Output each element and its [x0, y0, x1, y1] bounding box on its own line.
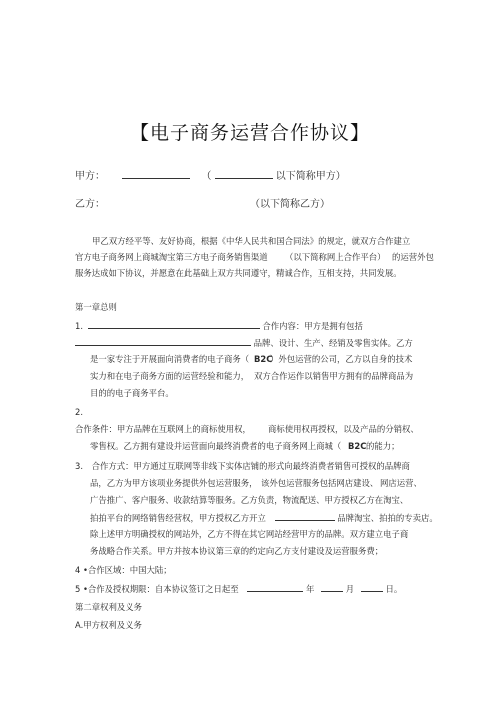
- intro-line-2b: （以下简称网上合作平台）: [285, 252, 386, 262]
- item-3-text-2c: 网店运营、: [380, 478, 422, 488]
- item-5-year: 年: [306, 584, 315, 594]
- item-1-number: 1.: [75, 321, 83, 331]
- item-3-text-6: 务战略合作关系。甲方并按本协议第三章的约定向乙方支付建设及运营服务费；: [90, 546, 384, 556]
- item-4-text: 4 •合作区域：中国大陆；: [75, 565, 172, 575]
- section-a-heading: A.甲方权利及义务: [75, 620, 142, 630]
- intro-line-1: 甲乙双方经平等、友好协商，根据《中华人民共和国合同法》的规定，就双方合作建立: [92, 236, 411, 246]
- party-a-label: 甲方：: [75, 171, 105, 182]
- item-5-month-blank: [321, 583, 343, 592]
- party-a-open-paren: （: [201, 171, 212, 182]
- item-5-text: 5 •合作及授权期限：自本协议签订之日起至: [75, 584, 239, 594]
- item-3-text-2a: 品，乙方为甲方该项业务提供外包运营服务，: [90, 478, 258, 488]
- intro-line-2a: 官方电子商务网上商城淘宝第三方电子商务销售渠道: [75, 252, 268, 262]
- party-b-label: 乙方：: [75, 199, 105, 210]
- item-2-text-2c: 的能力；: [366, 441, 400, 451]
- item-5-line: [75, 583, 402, 595]
- party-a-line: [75, 170, 346, 182]
- item-2-number: 2.: [75, 407, 83, 417]
- item-3-text-3: 广告推广、客户服务、收款结算等服务。乙方负责，物流配送、甲方授权乙方在淘宝、: [90, 495, 409, 505]
- item-2-text-1a: 合作条件：甲方品牌在互联网上的商标使用权，: [75, 424, 251, 434]
- chapter-2-heading: 第二章权利及义务: [75, 602, 142, 612]
- party-a-short-blank: [215, 170, 273, 179]
- item-1-text-4b: 双方合作运作以销售甲方拥有的品牌商品为: [254, 371, 414, 381]
- item-2-text-2a: 零售权。乙方拥有建设并运营面向最终消费者的电子商务网上商城（: [90, 441, 342, 451]
- intro-line-2c: 的运营外包: [392, 252, 434, 262]
- item-5-year-blank: [247, 583, 303, 592]
- item-3-text-4b: 品牌淘宝、拍拍的专卖店。: [337, 513, 438, 523]
- item-1-text-4a: 实力和在电子商务方面的运营经验和能力，: [90, 371, 250, 381]
- chapter-1-heading: 第一章总则: [75, 302, 117, 312]
- document-title: 【电子商务运营合作协议】: [129, 122, 370, 144]
- item-3-text-1: 合作方式：甲方通过互联网等非线下实体店铺的形式向最终消费者销售可授权的品牌商: [91, 461, 410, 471]
- item-1-text-3c: ）外包运营的公司，乙方以自身的技术: [270, 354, 413, 364]
- party-b-close: （以下简称乙方）: [250, 199, 330, 210]
- item-1-text-1: 合作内容：甲方是拥有包括: [262, 321, 363, 331]
- item-1-blank-2: [75, 337, 251, 346]
- item-2-text-2b: B2C: [348, 441, 367, 451]
- item-1-text-3a: 是一家专注于开展面向消费者的电子商务（: [90, 354, 250, 364]
- item-3-text-4a: 拍拍平台的网络销售经营权，甲方授权乙方开立: [90, 513, 266, 523]
- item-2-text-1b: 商标使用权再授权，以及产品的分销权、: [268, 424, 419, 434]
- item-5-day: 日。: [385, 584, 403, 594]
- item-1-text-3b: B2C: [254, 354, 273, 364]
- item-1-line-1: [75, 320, 363, 332]
- item-3-text-5: 除上述甲方明确授权的网站外，乙方不得在其它网站经营甲方的品牌。双方建立电子商: [90, 529, 409, 539]
- item-1-text-2: 品牌、设计、生产、经销及零售实体。乙方: [253, 338, 413, 348]
- item-1-blank-1: [88, 320, 260, 329]
- party-a-name-blank: [122, 170, 190, 179]
- item-3-line-4: [90, 512, 438, 524]
- item-1-line-2: [75, 337, 413, 349]
- party-a-close: 以下简称甲方）: [275, 171, 346, 182]
- item-3-number: 3.: [75, 461, 83, 471]
- item-3-text-2b: 该外包运营服务包括网店建设、: [261, 478, 379, 488]
- item-3-blank: [275, 512, 335, 521]
- item-5-day-blank: [361, 583, 383, 592]
- item-1-text-5: 目的的电子商务平台。: [90, 388, 174, 398]
- intro-line-3: 服务达成如下协议，并愿意在此基础上双方共同遵守，精诚合作，互相支持，共同发展。: [75, 268, 402, 278]
- item-5-month: 月: [345, 584, 355, 594]
- item-3-line-1: [75, 461, 410, 472]
